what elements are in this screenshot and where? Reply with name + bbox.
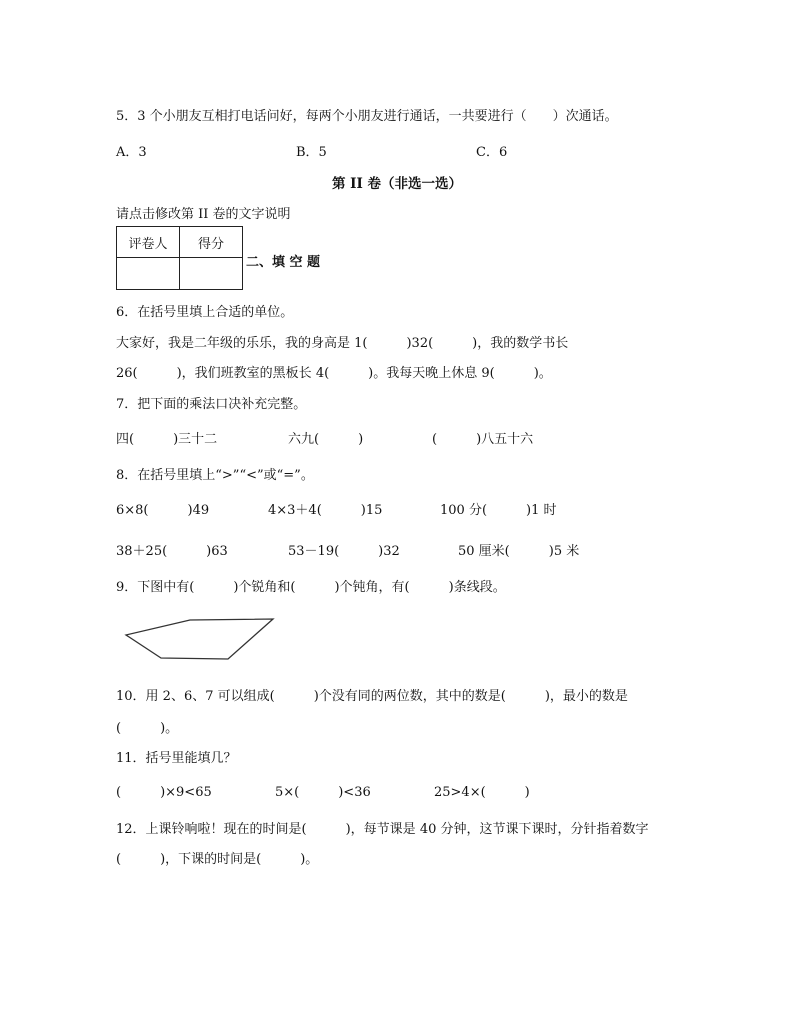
q11-item-2: 5×( )<36 xyxy=(275,785,371,800)
part-title: 二、填 空 题 xyxy=(246,255,321,270)
question-7-text: 7．把下面的乘法口决补充完整。 xyxy=(116,397,307,412)
question-6-text: 6．在括号里填上合适的单位。 xyxy=(116,305,294,320)
q12-line-1: 12．上课铃响啦！现在的时间是( )，每节课是 40 分钟，这节课下课时，分针指着数字 xyxy=(116,822,649,837)
q7-item-3: ( )八五十六 xyxy=(432,432,534,447)
q5-option-c: C．6 xyxy=(476,145,508,160)
q8-item-1: 6×8( )49 xyxy=(116,503,210,518)
question-8-text: 8．在括号里填上“>”“<”或“=”。 xyxy=(116,468,314,483)
q6-line-2: 26( )，我们班教室的黑板长 4( )。我每天晚上休息 9( )。 xyxy=(116,366,552,381)
section-title: 第 II 卷（非选一选） xyxy=(331,176,463,192)
q7-item-2: 六九( ) xyxy=(288,432,364,447)
q11-item-3: 25>4×( ) xyxy=(434,785,530,800)
q5-option-b: B．5 xyxy=(296,145,327,160)
q6-line-1: 大家好，我是二年级的乐乐，我的身高是 1( )32( )，我的数学书长 xyxy=(116,336,569,351)
q5-option-a: A．3 xyxy=(116,145,147,160)
q8-item-2: 4×3＋4( )15 xyxy=(268,503,383,518)
grader-header: 评卷人 xyxy=(117,227,180,258)
quadrilateral-figure xyxy=(120,612,280,664)
score-table xyxy=(116,226,243,290)
q8-item-4: 38＋25( )63 xyxy=(116,544,228,559)
q12-line-2: ( )，下课的时间是( )。 xyxy=(116,852,319,867)
q8-item-6: 50 厘米( )5 米 xyxy=(458,544,580,559)
grader-cell[interactable] xyxy=(117,258,180,290)
section-note: 请点击修改第 II 卷的文字说明 xyxy=(116,207,291,222)
q10-line-1: 10．用 2、6、7 可以组成( )个没有同的两位数，其中的数是( )，最小的数是 xyxy=(116,689,628,704)
q8-item-5: 53－19( )32 xyxy=(288,544,400,559)
question-9-text: 9．下图中有( )个锐角和( )个钝角，有( )条线段。 xyxy=(116,580,506,595)
quadrilateral-shape xyxy=(126,619,273,659)
question-5-text: 5．3 个小朋友互相打电话问好，每两个小朋友进行通话，一共要进行（ ）次通话。 xyxy=(116,109,618,124)
score-header: 得分 xyxy=(180,227,243,258)
q8-item-3: 100 分( )1 时 xyxy=(440,503,557,518)
score-cell[interactable] xyxy=(180,258,243,290)
q10-line-2: ( )。 xyxy=(116,721,179,736)
q7-item-1: 四( )三十二 xyxy=(116,432,218,447)
question-11-text: 11．括号里能填几？ xyxy=(116,751,237,766)
q11-item-1: ( )×9<65 xyxy=(116,785,212,800)
